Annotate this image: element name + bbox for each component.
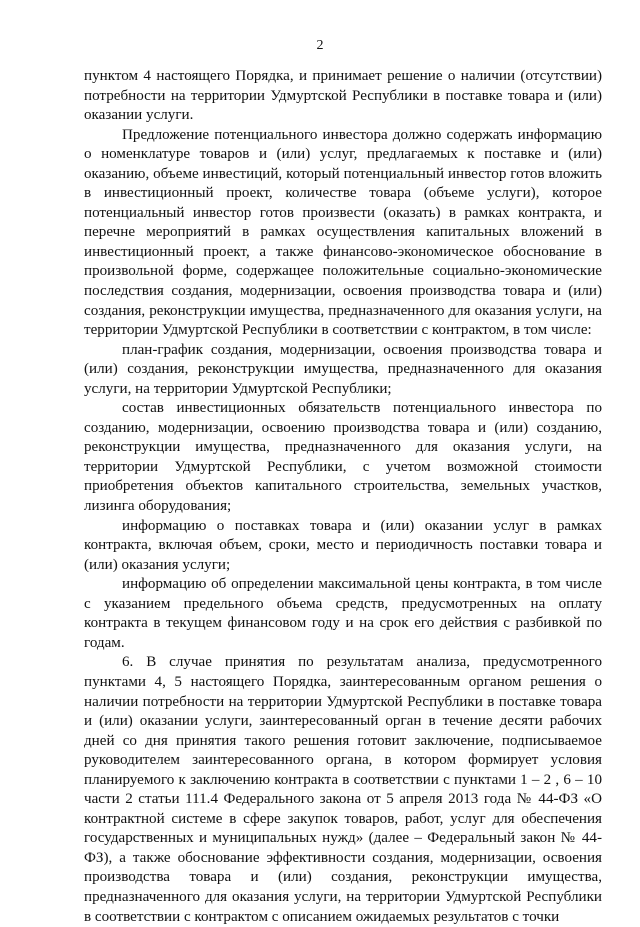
paragraph-investor-proposal: Предложение потенциального инвестора должно содержать информацию о номенклатуре товаров и (или) услуг, предлагаемых к поставке и (или) оказанию, объеме инвестиций, который потенциальный инвестор готов вложить в инвестиционный проект, количестве товара (объеме услуги), которое потенциальный инвестор готов произвести (оказать) в рамках контракта, и перечне мероприятий в рамках осуществления капитальных вложений в инвестиционный проект, а также финансово-экономическое обоснование в произвольной форме, содержащее положительные социально-экономические последствия создания, модернизации, освоения производства товара и (или) создания, реконструкции имущества, предназначенного для оказания услуги, на территории Удмуртской Республики в соответствии с контрактом, в том числе: (84, 126, 602, 339)
document-body (84, 67, 602, 927)
paragraph-continuation: пунктом 4 настоящего Порядка, и принимает решение о наличии (отсутствии) потребности на территории Удмуртской Республики в поставке товара и (или) оказании услуги. (84, 68, 602, 124)
page-number: 2 (316, 38, 324, 53)
list-item-supply-info: информацию о поставках товара и (или) оказании услуг в рамках контракта, включая объем, сроки, место и периодичность поставки товара и (или) оказания услуги; (84, 517, 602, 573)
paragraph-section-6: 6. В случае принятия по результатам анализа, предусмотренного пунктами 4, 5 настоящего Порядка, заинтересованным органом решения о наличии потребности на территории Удмуртской Республики в поставке товара и (или) оказании услуги, заинтересованный орган в течение десяти рабочих дней со дня принятия такого решения готовит заключение, подписываемое руководителем заинтересованного органа, в котором формирует условия планируемого к заключению контракта в соответствии с пунктами 1 – 2 , 6 – 10 части 2 статьи 111.4 Федерального закона от 5 апреля 2013 года № 44-ФЗ «О контрактной системе в сфере закупок товаров, работ, услуг для обеспечения государственных и муниципальных нужд» (далее – Федеральный закон № 44-ФЗ), а также обоснование эффективности создания, модернизации, освоения производства товара и (или) создания, реконструкции имущества, предназначенного для оказания услуги, на территории Удмуртской Республики в соответствии с контрактом с описанием ожидаемых результатов с точки (84, 654, 602, 925)
list-item-schedule: план-график создания, модернизации, освоения производства товара и (или) создания, реконструкции имущества, предназначенного для оказания услуги, на территории Удмуртской Республики; (84, 341, 602, 397)
list-item-obligations: состав инвестиционных обязательств потенциального инвестора по созданию, модернизации, освоению производства товара и (или) созданию, реконструкции имущества, предназначенного для оказания услуги, на территории Удмуртской Республики, с учетом возможной стоимости приобретения объектов капитального строительства, земельных участков, лизинга оборудования; (84, 400, 602, 515)
list-item-max-price: информацию об определении максимальной цены контракта, в том числе с указанием предельного объема средств, предусмотренных на оплату контракта в текущем финансовом году и на срок его действия с разбивкой по годам. (84, 576, 602, 651)
